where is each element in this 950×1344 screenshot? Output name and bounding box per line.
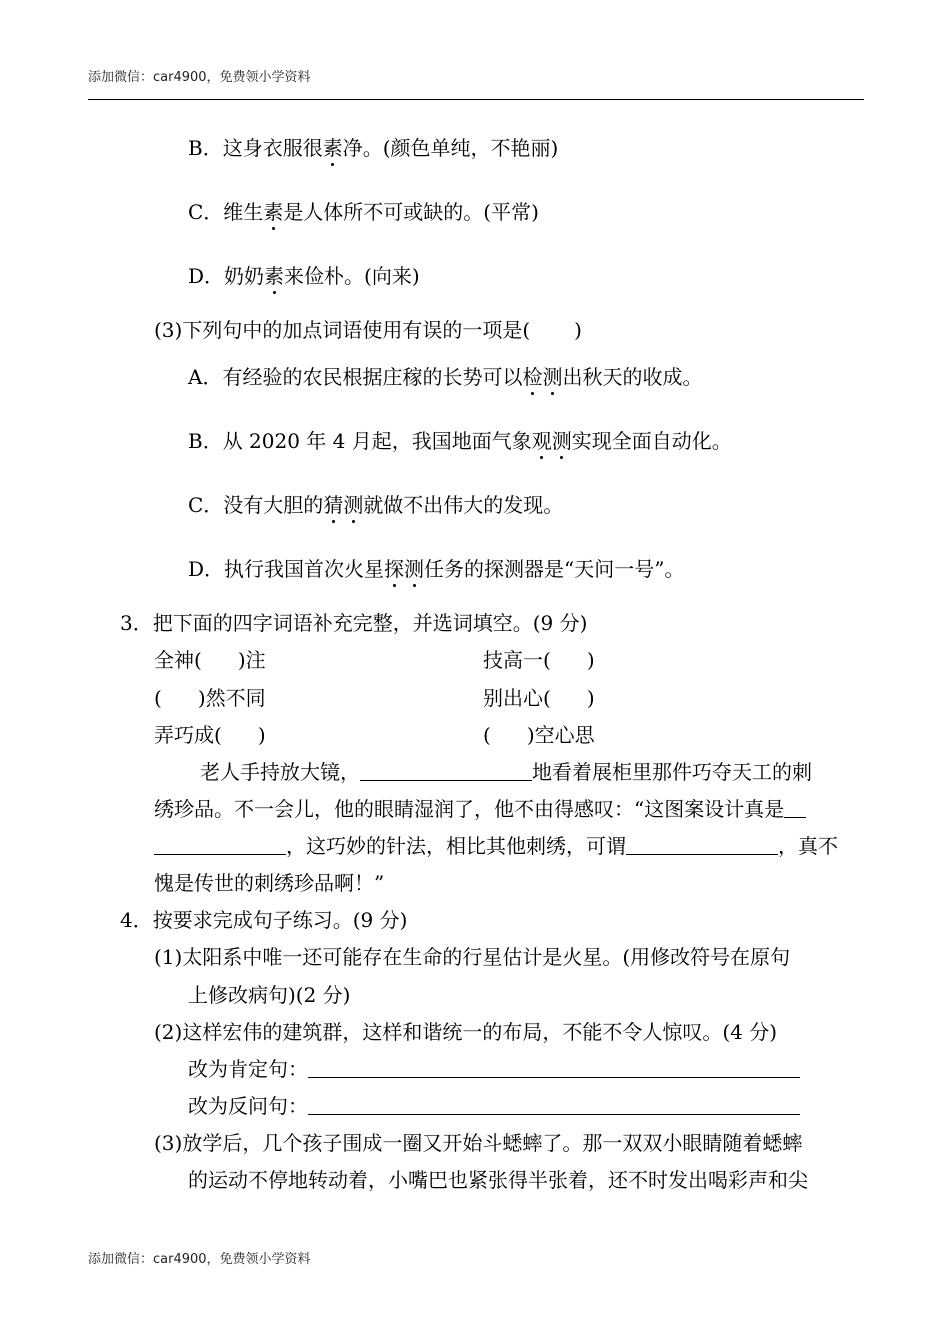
emphasis-char: 测 <box>404 557 425 581</box>
fill-blank[interactable] <box>626 834 778 855</box>
q2-2-option-d: D．奶奶素来俭朴。(向来) <box>188 264 420 288</box>
q2-3-option-b: B．从 2020 年 4 月起，我国地面气象观测实现全面自动化。 <box>188 429 732 453</box>
emphasis-char: 测 <box>343 493 364 517</box>
q4-affirmative-line: 改为肯定句： <box>188 1057 800 1081</box>
q4-sentence-1-cont: 上修改病句)(2 分) <box>188 983 351 1007</box>
header-divider <box>88 99 864 100</box>
q2-3-option-a: A．有经验的农民根据庄稼的长势可以检测出秋天的收成。 <box>188 365 703 389</box>
q4-sentence-3: (3)放学后，几个孩子围成一圈又开始斗蟋蟀了。那一双双小眼睛随着蟋蟀 <box>154 1131 803 1155</box>
fill-blank[interactable] <box>784 797 806 818</box>
emphasis-char: 素 <box>264 264 285 288</box>
q3-passage-line-2: 绣珍品。不一会儿，他的眼睛湿润了，他不由得感叹：“这图案设计真是 <box>154 797 806 821</box>
answer-line[interactable] <box>308 1094 800 1115</box>
answer-line[interactable] <box>308 1057 800 1078</box>
emphasis-char: 素 <box>263 200 284 224</box>
fill-blank[interactable] <box>360 760 532 781</box>
q2-3-option-c: C．没有大胆的猜测就做不出伟大的发现。 <box>188 493 564 517</box>
q3-word-6: ( )空心思 <box>483 723 595 747</box>
emphasis-char: 检 <box>522 365 543 389</box>
page-footer: 添加微信：car4900，免费领小学资料 <box>88 1252 311 1267</box>
q4-sentence-3-cont: 的运动不停地转动着，小嘴巴也紧张得半张着，还不时发出喝彩声和尖 <box>188 1168 808 1192</box>
q3-word-1: 全神( )注 <box>154 648 266 672</box>
emphasis-char: 猜 <box>323 493 344 517</box>
q3-word-5: 弄巧成( ) <box>154 723 266 747</box>
page-header: 添加微信：car4900，免费领小学资料 <box>88 70 311 85</box>
q3-word-4: 别出心( ) <box>483 686 595 710</box>
emphasis-char: 测 <box>542 365 563 389</box>
q2-2-option-b: B．这身衣服很素净。(颜色单纯，不艳丽) <box>188 136 559 160</box>
q3-word-2: 技高一( ) <box>483 648 595 672</box>
q3-word-3: ( )然不同 <box>154 686 266 710</box>
q4-rhetorical-line: 改为反问句： <box>188 1094 800 1118</box>
fill-blank[interactable] <box>154 834 286 855</box>
q3-title: 3．把下面的四字词语补充完整，并选词填空。(9 分) <box>120 611 588 635</box>
emphasis-char: 观 <box>531 429 552 453</box>
q2-3-stem: (3)下列句中的加点词语使用有误的一项是( ) <box>154 318 582 342</box>
emphasis-char: 素 <box>322 136 343 160</box>
q3-passage-line-4: 愧是传世的刺绣珍品啊！” <box>154 871 385 895</box>
q4-sentence-1: (1)太阳系中唯一还可能存在生命的行星估计是火星。(用修改符号在原句 <box>154 945 791 969</box>
q3-passage-line-1: 老人手持放大镜， 地看着展柜里那件巧夺天工的刺 <box>200 760 812 784</box>
q2-3-option-d: D．执行我国首次火星探测任务的探测器是“天问一号”。 <box>188 557 685 581</box>
emphasis-char: 探 <box>384 557 405 581</box>
q2-2-option-c: C．维生素是人体所不可或缺的。(平常) <box>188 200 539 224</box>
emphasis-char: 测 <box>551 429 572 453</box>
q4-title: 4．按要求完成句子练习。(9 分) <box>120 908 408 932</box>
q4-sentence-2: (2)这样宏伟的建筑群，这样和谐统一的布局，不能不令人惊叹。(4 分) <box>154 1020 778 1044</box>
q3-passage-line-3: ，这巧妙的针法，相比其他刺绣，可谓 ，真不 <box>154 834 838 858</box>
